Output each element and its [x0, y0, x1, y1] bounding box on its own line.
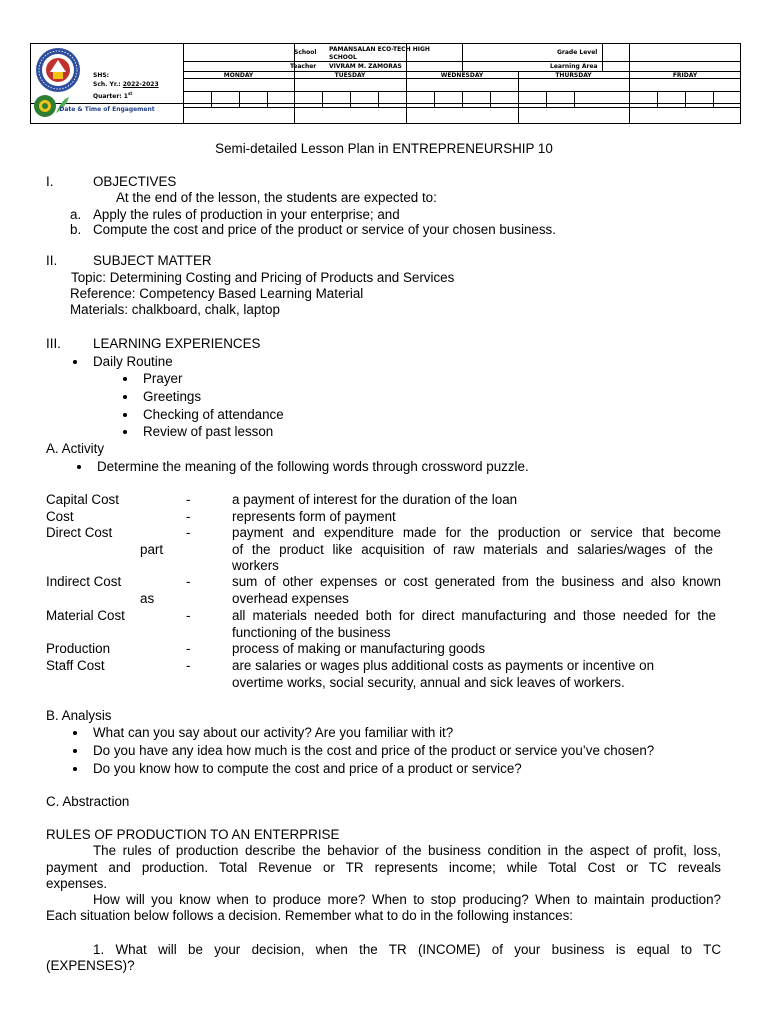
glossary-definition: overtime works, social security, annual and sick leaves of workers.: [232, 675, 625, 690]
date-time-label: Date & Time of Engagement: [59, 106, 155, 113]
section-heading: SUBJECT MATTER: [93, 253, 212, 268]
list-marker: b.: [70, 222, 82, 237]
subsection-heading: B. Analysis: [46, 708, 112, 723]
school-label: School: [294, 49, 317, 56]
col-divider: [406, 44, 407, 123]
list-item: Review of past lesson: [143, 424, 274, 439]
school-year: Sch. Yr.: 2022-2023: [93, 81, 159, 88]
slot-divider: [434, 91, 435, 107]
day-monday: MONDAY: [223, 72, 254, 79]
row-divider: [183, 107, 740, 108]
paragraph-line: expenses.: [46, 876, 108, 891]
objective-item: Apply the rules of production in your enterprise; and: [93, 207, 400, 222]
list-item: Checking of attendance: [143, 407, 284, 422]
grade-level-label: Grade Level: [557, 49, 598, 56]
glossary-term: Production: [46, 641, 111, 656]
glossary-dash: -: [186, 641, 191, 656]
quarter: Quarter: 1st: [93, 91, 133, 100]
glossary-definition: overhead expenses: [232, 591, 349, 606]
teacher-value: VIVRAM M. ZAMORAS: [329, 63, 402, 70]
reference-line: Reference: Competency Based Learning Material: [70, 286, 364, 301]
section-number: II.: [46, 253, 58, 268]
list-item: Determine the meaning of the following words through crossword puzzle.: [97, 459, 529, 474]
list-item: What can you say about our activity? Are you familiar with it?: [93, 725, 454, 740]
header-table: [30, 43, 741, 124]
slot-divider: [350, 91, 351, 107]
slot-divider: [462, 91, 463, 107]
day-friday: FRIDAY: [672, 72, 698, 79]
col-divider: [629, 44, 630, 123]
slot-divider: [378, 91, 379, 107]
row-divider: [183, 91, 740, 92]
list-marker: a.: [70, 207, 82, 222]
page-title: Semi-detailed Lesson Plan in ENTREPRENEURSHIP 10: [215, 141, 553, 156]
glossary-dash: -: [186, 574, 191, 589]
section-number: I.: [46, 174, 54, 189]
question-line: (EXPENSES)?: [46, 958, 135, 973]
slot-divider: [267, 91, 268, 107]
day-tuesday: TUESDAY: [334, 72, 366, 79]
glossary-term: Indirect Cost: [46, 574, 122, 589]
col-divider: [462, 44, 463, 71]
objectives-intro: At the end of the lesson, the students are expected to:: [116, 190, 437, 205]
slot-divider: [713, 91, 714, 107]
glossary-dash: -: [186, 608, 191, 623]
paragraph-line: payment and production. Total Revenue or TR represents income; while Total Cost or TC reveals: [46, 860, 721, 875]
glossary-definition: functioning of the business: [232, 625, 391, 640]
col-divider: [602, 44, 603, 71]
glossary-wrap-word: as: [140, 591, 155, 606]
glossary-definition: represents form of payment: [232, 509, 396, 524]
glossary-wrap-word: part: [140, 542, 164, 557]
glossary-term: Cost: [46, 509, 74, 524]
glossary-definition: all materials needed both for direct manufacturing and those needed for the: [232, 608, 716, 623]
glossary-term: Staff Cost: [46, 658, 105, 673]
objective-item: Compute the cost and price of the product or service of your chosen business.: [93, 222, 556, 237]
slot-divider: [546, 91, 547, 107]
subsection-heading: C. Abstraction: [46, 794, 130, 809]
glossary-dash: -: [186, 509, 191, 524]
slot-divider: [239, 91, 240, 107]
slot-divider: [685, 91, 686, 107]
slot-divider: [322, 91, 323, 107]
glossary-term: Direct Cost: [46, 525, 113, 540]
rules-heading: RULES OF PRODUCTION TO AN ENTERPRISE: [46, 827, 340, 842]
list-item: Greetings: [143, 389, 202, 404]
school-value-line1: PAMANSALAN ECO-TECH HIGH: [329, 46, 430, 53]
col-divider: [183, 44, 184, 123]
glossary-definition: process of making or manufacturing goods: [232, 641, 486, 656]
slot-divider: [490, 91, 491, 107]
glossary-term: Material Cost: [46, 608, 125, 623]
paragraph-line: Each situation below follows a decision. Remember what to do in the following instances:: [46, 908, 573, 923]
list-item: Prayer: [143, 371, 183, 386]
section-number: III.: [46, 336, 61, 351]
school-value-line2: SCHOOL: [329, 54, 357, 61]
glossary-dash: -: [186, 492, 191, 507]
learning-area-label: Learning Area: [550, 63, 598, 70]
slot-divider: [211, 91, 212, 107]
day-wednesday: WEDNESDAY: [440, 72, 484, 79]
row-divider: [183, 61, 740, 62]
subsection-heading: A. Activity: [46, 441, 105, 456]
section-heading: LEARNING EXPERIENCES: [93, 336, 261, 351]
col-divider: [294, 78, 295, 123]
topic-line: Topic: Determining Costing and Pricing of Products and Services: [71, 270, 455, 285]
paragraph-line: How will you know when to produce more? When to stop producing? When to maintain production?: [93, 892, 721, 907]
glossary-dash: -: [186, 525, 191, 540]
slot-divider: [574, 91, 575, 107]
list-item: Daily Routine: [93, 354, 173, 369]
materials-line: Materials: chalkboard, chalk, laptop: [70, 302, 280, 317]
glossary-dash: -: [186, 658, 191, 673]
list-item: Do you know how to compute the cost and price of a product or service?: [93, 761, 522, 776]
paragraph-line: The rules of production describe the behavior of the business condition in the aspect of profit, loss,: [93, 843, 721, 858]
shs-label: SHS:: [93, 72, 110, 79]
glossary-definition: of the product like acquisition of raw materials and salaries/wages of the: [232, 542, 713, 557]
teacher-label: Teacher: [290, 63, 317, 70]
row-divider: [31, 103, 740, 104]
glossary-definition: a payment of interest for the duration of the loan: [232, 492, 518, 507]
list-item: Do you have any idea how much is the cost and price of the product or service you’ve chosen?: [93, 743, 655, 758]
slot-divider: [657, 91, 658, 107]
section-heading: OBJECTIVES: [93, 174, 177, 189]
glossary-definition: are salaries or wages plus additional costs as payments or incentive on: [232, 658, 655, 673]
glossary-definition: payment and expenditure made for the production or service that become: [232, 525, 721, 540]
glossary-definition: sum of other expenses or cost generated from the business and also known: [232, 574, 721, 589]
deped-seal-icon: [34, 46, 82, 94]
glossary-definition: workers: [232, 558, 279, 573]
day-thursday: THURSDAY: [555, 72, 592, 79]
glossary-term: Capital Cost: [46, 492, 119, 507]
question-line: 1. What will be your decision, when the TR (INCOME) of your business is equal to TC: [93, 942, 721, 957]
